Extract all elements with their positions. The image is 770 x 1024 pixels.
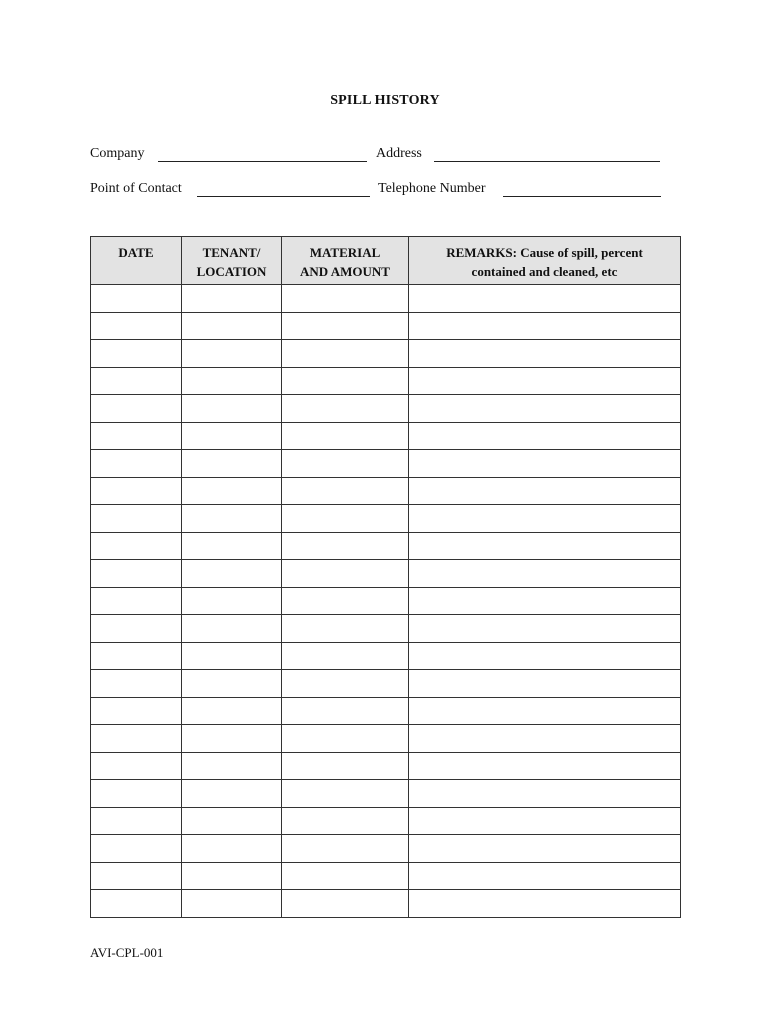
- date-cell[interactable]: [91, 835, 182, 863]
- table-header-row: [91, 237, 681, 285]
- material-amount-cell[interactable]: [282, 560, 409, 588]
- date-cell[interactable]: [91, 395, 182, 423]
- remarks-cell[interactable]: [409, 862, 681, 890]
- remarks-cell[interactable]: [409, 752, 681, 780]
- material-amount-cell[interactable]: [282, 670, 409, 698]
- material-amount-cell[interactable]: [282, 340, 409, 368]
- date-cell[interactable]: [91, 862, 182, 890]
- remarks-cell[interactable]: [409, 367, 681, 395]
- tenant-location-cell[interactable]: [182, 587, 282, 615]
- material-amount-cell[interactable]: [282, 285, 409, 313]
- remarks-cell[interactable]: [409, 395, 681, 423]
- table-row: [91, 340, 681, 368]
- tenant-header-line2: LOCATION: [196, 264, 267, 279]
- table-row: [91, 670, 681, 698]
- tenant-location-cell[interactable]: [182, 670, 282, 698]
- tenant-location-cell[interactable]: [182, 395, 282, 423]
- material-amount-cell[interactable]: [282, 505, 409, 533]
- date-cell[interactable]: [91, 615, 182, 643]
- table-row: [91, 560, 681, 588]
- remarks-cell[interactable]: [409, 505, 681, 533]
- tenant-location-cell[interactable]: [182, 340, 282, 368]
- remarks-cell[interactable]: [409, 477, 681, 505]
- tenant-location-cell[interactable]: [182, 862, 282, 890]
- date-cell[interactable]: [91, 890, 182, 918]
- tenant-location-cell[interactable]: [182, 422, 282, 450]
- tenant-location-cell[interactable]: [182, 285, 282, 313]
- tenant-location-cell[interactable]: [182, 450, 282, 478]
- remarks-header-line2: contained and cleaned, etc: [471, 264, 618, 279]
- material-amount-cell[interactable]: [282, 395, 409, 423]
- tenant-location-cell[interactable]: [182, 312, 282, 340]
- table-row: [91, 285, 681, 313]
- remarks-cell[interactable]: [409, 587, 681, 615]
- remarks-cell[interactable]: [409, 780, 681, 808]
- date-cell[interactable]: [91, 587, 182, 615]
- material-amount-cell[interactable]: [282, 807, 409, 835]
- table-row: [91, 642, 681, 670]
- material-header-line2: AND AMOUNT: [300, 264, 390, 279]
- tenant-location-cell[interactable]: [182, 835, 282, 863]
- spill-history-table: [90, 236, 681, 918]
- material-amount-cell[interactable]: [282, 890, 409, 918]
- remarks-cell[interactable]: [409, 532, 681, 560]
- material-amount-cell[interactable]: [282, 367, 409, 395]
- tenant-location-cell[interactable]: [182, 505, 282, 533]
- table-row: [91, 752, 681, 780]
- tenant-location-cell[interactable]: [182, 560, 282, 588]
- date-cell[interactable]: [91, 312, 182, 340]
- form-code: AVI-CPL-001: [90, 945, 164, 960]
- material-header-line1: MATERIAL: [309, 245, 381, 260]
- date-cell[interactable]: [91, 285, 182, 313]
- address-field[interactable]: [434, 161, 660, 162]
- date-cell[interactable]: [91, 450, 182, 478]
- column-header-material-amount: [282, 237, 409, 285]
- point-of-contact-label: Point of Contact: [90, 181, 182, 196]
- tenant-location-cell[interactable]: [182, 697, 282, 725]
- material-amount-cell[interactable]: [282, 450, 409, 478]
- date-cell[interactable]: [91, 697, 182, 725]
- company-address-row: [90, 146, 690, 166]
- remarks-cell[interactable]: [409, 312, 681, 340]
- remarks-cell[interactable]: [409, 642, 681, 670]
- telephone-field[interactable]: [503, 196, 661, 197]
- tenant-location-cell[interactable]: [182, 890, 282, 918]
- remarks-cell[interactable]: [409, 835, 681, 863]
- remarks-cell[interactable]: [409, 697, 681, 725]
- table-row: [91, 367, 681, 395]
- company-label: Company: [90, 146, 145, 161]
- remarks-cell[interactable]: [409, 890, 681, 918]
- column-header-remarks: [409, 237, 681, 285]
- material-amount-cell[interactable]: [282, 697, 409, 725]
- remarks-cell[interactable]: [409, 450, 681, 478]
- material-amount-cell[interactable]: [282, 642, 409, 670]
- column-header-date: [91, 237, 182, 285]
- table-row: [91, 450, 681, 478]
- tenant-location-cell[interactable]: [182, 752, 282, 780]
- table-row: [91, 312, 681, 340]
- table-row: [91, 395, 681, 423]
- table-row: [91, 505, 681, 533]
- remarks-header-line1: REMARKS: Cause of spill, percent: [446, 245, 643, 260]
- remarks-cell[interactable]: [409, 285, 681, 313]
- date-cell[interactable]: [91, 752, 182, 780]
- table-row: [91, 890, 681, 918]
- tenant-location-cell[interactable]: [182, 725, 282, 753]
- column-header-tenant-location: [182, 237, 282, 285]
- tenant-location-cell[interactable]: [182, 615, 282, 643]
- material-amount-cell[interactable]: [282, 312, 409, 340]
- contact-telephone-row: [90, 181, 690, 201]
- table-row: [91, 835, 681, 863]
- material-amount-cell[interactable]: [282, 587, 409, 615]
- remarks-cell[interactable]: [409, 615, 681, 643]
- table-row: [91, 807, 681, 835]
- remarks-cell[interactable]: [409, 725, 681, 753]
- material-amount-cell[interactable]: [282, 725, 409, 753]
- table-row: [91, 422, 681, 450]
- table-row: [91, 725, 681, 753]
- table-row: [91, 697, 681, 725]
- tenant-location-cell[interactable]: [182, 367, 282, 395]
- date-cell[interactable]: [91, 505, 182, 533]
- material-amount-cell[interactable]: [282, 477, 409, 505]
- remarks-cell[interactable]: [409, 340, 681, 368]
- tenant-location-cell[interactable]: [182, 642, 282, 670]
- material-amount-cell[interactable]: [282, 780, 409, 808]
- date-cell[interactable]: [91, 807, 182, 835]
- material-amount-cell[interactable]: [282, 752, 409, 780]
- company-field[interactable]: [158, 161, 367, 162]
- table-row: [91, 780, 681, 808]
- material-amount-cell[interactable]: [282, 422, 409, 450]
- date-cell[interactable]: [91, 477, 182, 505]
- material-amount-cell[interactable]: [282, 835, 409, 863]
- point-of-contact-field[interactable]: [197, 196, 370, 197]
- tenant-header-line1: TENANT/: [202, 245, 261, 260]
- table-body: [91, 285, 681, 918]
- date-header-text: DATE: [118, 245, 154, 260]
- page-title: SPILL HISTORY: [330, 93, 440, 108]
- remarks-cell[interactable]: [409, 670, 681, 698]
- date-cell[interactable]: [91, 642, 182, 670]
- date-cell[interactable]: [91, 780, 182, 808]
- remarks-cell[interactable]: [409, 807, 681, 835]
- date-cell[interactable]: [91, 367, 182, 395]
- tenant-location-cell[interactable]: [182, 780, 282, 808]
- date-cell[interactable]: [91, 725, 182, 753]
- table-row: [91, 477, 681, 505]
- date-cell[interactable]: [91, 670, 182, 698]
- table-row: [91, 587, 681, 615]
- tenant-location-cell[interactable]: [182, 807, 282, 835]
- table-row: [91, 615, 681, 643]
- remarks-cell[interactable]: [409, 560, 681, 588]
- date-cell[interactable]: [91, 340, 182, 368]
- address-label: Address: [376, 146, 422, 161]
- table-row: [91, 862, 681, 890]
- table-row: [91, 532, 681, 560]
- tenant-location-cell[interactable]: [182, 532, 282, 560]
- remarks-cell[interactable]: [409, 422, 681, 450]
- telephone-label: Telephone Number: [378, 181, 486, 196]
- material-amount-cell[interactable]: [282, 862, 409, 890]
- material-amount-cell[interactable]: [282, 615, 409, 643]
- date-cell[interactable]: [91, 532, 182, 560]
- date-cell[interactable]: [91, 422, 182, 450]
- material-amount-cell[interactable]: [282, 532, 409, 560]
- date-cell[interactable]: [91, 560, 182, 588]
- tenant-location-cell[interactable]: [182, 477, 282, 505]
